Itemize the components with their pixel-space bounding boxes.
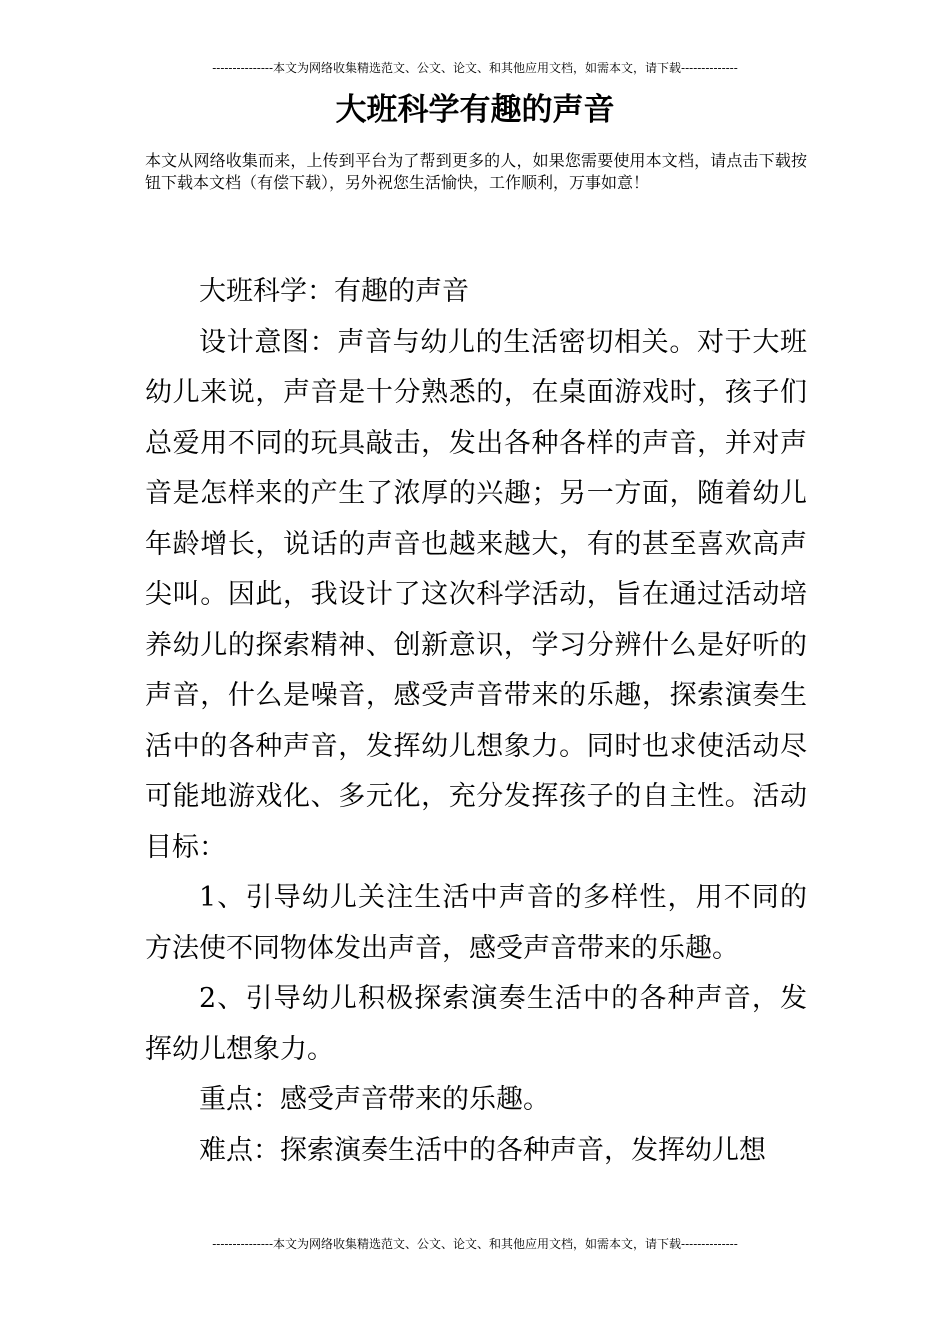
body-paragraph-difficulty: 难点：探索演奏生活中的各种声音，发挥幼儿想 — [199, 1134, 766, 1166]
body-paragraph-goal-2: 2、引导幼儿积极探索演奏生活中的各种声音，发挥幼儿想象力。 — [145, 983, 807, 1065]
header-note: ---------------本文为网络收集精选范文、公文、论文、和其他应用文档，如需本文，请下载-------------- — [212, 61, 738, 75]
document-title: 大班科学有趣的声音 — [335, 92, 615, 128]
intro-paragraph: 本文从网络收集而来，上传到平台为了帮到更多的人，如果您需要使用本文档，请点击下载按钮下载本文档（有偿下载），另外祝您生活愉快，工作顺利，万事如意！ — [145, 151, 807, 192]
body-paragraph-key-point: 重点：感受声音带来的乐趣。 — [199, 1084, 550, 1115]
body-paragraph-goal-1: 1、引导幼儿关注生活中声音的多样性，用不同的方法使不同物体发出声音，感受声音带来的乐趣。 — [145, 882, 807, 964]
body-paragraph-heading: 大班科学：有趣的声音 — [199, 276, 469, 307]
document-body — [145, 267, 807, 1176]
footer-note: ---------------本文为网络收集精选范文、公文、论文、和其他应用文档，如需本文，请下载-------------- — [212, 1237, 738, 1251]
body-paragraph-design-intent: 设计意图：声音与幼儿的生活密切相关。对于大班幼儿来说，声音是十分熟悉的，在桌面游戏时，孩子们总爱用不同的玩具敲击，发出各种各样的声音，并对声音是怎样来的产生了浓厚的兴趣；另一方面，随着幼儿年龄增长，说话的声音也越来越大，有的甚至喜欢高声尖叫。因此，我设计了这次科学活动，旨在通过活动培养幼儿的探索精神、创新意识，学习分辨什么是好听的声音，什么是噪音，感受声音带来的乐趣，探索演奏生活中的各种声音，发挥幼儿想象力。同时也求使活动尽可能地游戏化、多元化，充分发挥孩子的自主性。活动目标： — [145, 326, 807, 863]
